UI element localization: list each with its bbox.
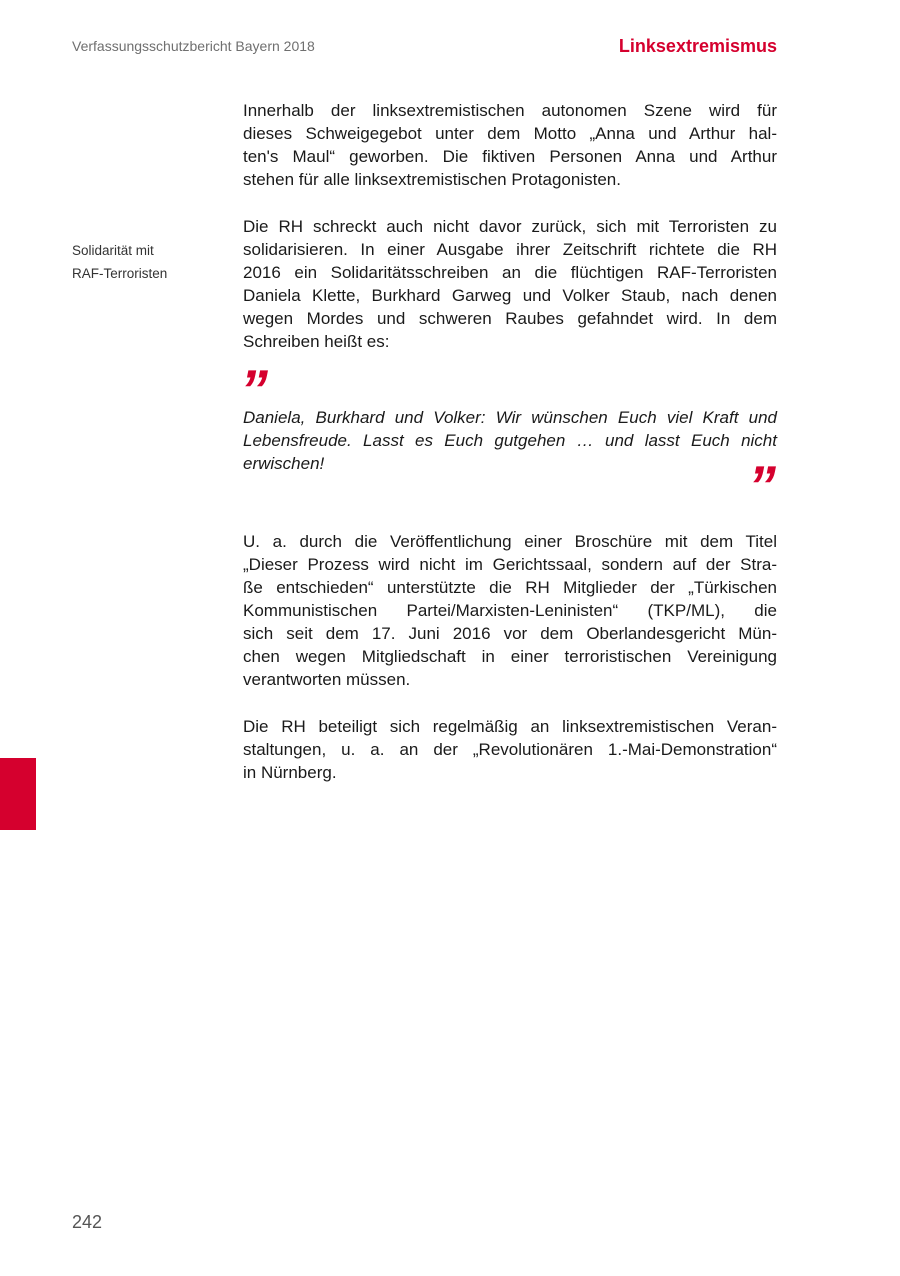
- paragraph-2: [243, 215, 777, 353]
- text-line: solidarisieren. In einer Ausgabe ihrer Zeitschrift richtete die RH: [243, 240, 777, 259]
- text-line: Schreiben heißt es:: [243, 332, 390, 351]
- paragraph-4: [243, 715, 777, 784]
- text-line: in Nürnberg.: [243, 763, 337, 782]
- paragraph-3: [243, 530, 777, 691]
- text-line: Die RH schreckt auch nicht davor zurück, sich mit Terroristen zu: [243, 217, 777, 236]
- text-line: dieses Schweigegebot unter dem Motto „Anna und Arthur hal-: [243, 124, 777, 143]
- text-line: ße entschieden“ unterstützte die RH Mitglieder der „Türkischen: [243, 578, 777, 597]
- margin-note: [72, 239, 167, 285]
- section-tab-marker: [0, 758, 36, 830]
- text-line: Die RH beteiligt sich regelmäßig an linksextremistischen Veran-: [243, 717, 777, 736]
- text-line: verantworten müssen.: [243, 670, 411, 689]
- open-quote-icon: ”: [240, 358, 268, 421]
- text-line: chen wegen Mitgliedschaft in einer terroristischen Vereinigung: [243, 647, 777, 666]
- text-line: Lebensfreude. Lasst es Euch gutgehen … und lasst Euch nicht: [243, 431, 777, 450]
- text-line: sich seit dem 17. Juni 2016 vor dem Oberlandesgericht Mün-: [243, 624, 777, 643]
- text-line: Innerhalb der linksextremistischen autonomen Szene wird für: [243, 101, 777, 120]
- text-line: Daniela, Burkhard und Volker: Wir wünschen Euch viel Kraft und: [243, 408, 777, 427]
- text-line: stehen für alle linksextremistischen Protagonisten.: [243, 170, 621, 189]
- text-line: „Dieser Prozess wird nicht im Gerichtssaal, sondern auf der Stra-: [243, 555, 777, 574]
- text-line: Daniela Klette, Burkhard Garweg und Volker Staub, nach denen: [243, 286, 777, 305]
- text-line: ten's Maul“ geworben. Die fiktiven Personen Anna und Arthur: [243, 147, 777, 166]
- paragraph-1: [243, 99, 777, 191]
- block-quote: [243, 406, 777, 475]
- text-line: Kommunistischen Partei/Marxisten-Leninisten“ (TKP/ML), die: [243, 601, 777, 620]
- text-line: U. a. durch die Veröffentlichung einer Broschüre mit dem Titel: [243, 532, 777, 551]
- text-line: erwischen!: [243, 454, 325, 473]
- margin-note-line: Solidarität mit: [72, 243, 154, 258]
- page-number: 242: [72, 1212, 103, 1232]
- text-line: staltungen, u. a. an der „Revolutionären 1.-Mai-Demonstration“: [243, 740, 777, 759]
- margin-note-line: RAF-Terroristen: [72, 266, 168, 281]
- close-quote-icon: ”: [748, 454, 776, 517]
- chapter-title: Linksextremismus: [618, 36, 777, 56]
- running-header-title: Verfassungsschutzbericht Bayern 2018: [72, 38, 315, 54]
- text-line: 2016 ein Solidaritätsschreiben an die flüchtigen RAF-Terroristen: [243, 263, 777, 282]
- text-line: wegen Mordes und schweren Raubes gefahndet wird. In dem: [243, 309, 777, 328]
